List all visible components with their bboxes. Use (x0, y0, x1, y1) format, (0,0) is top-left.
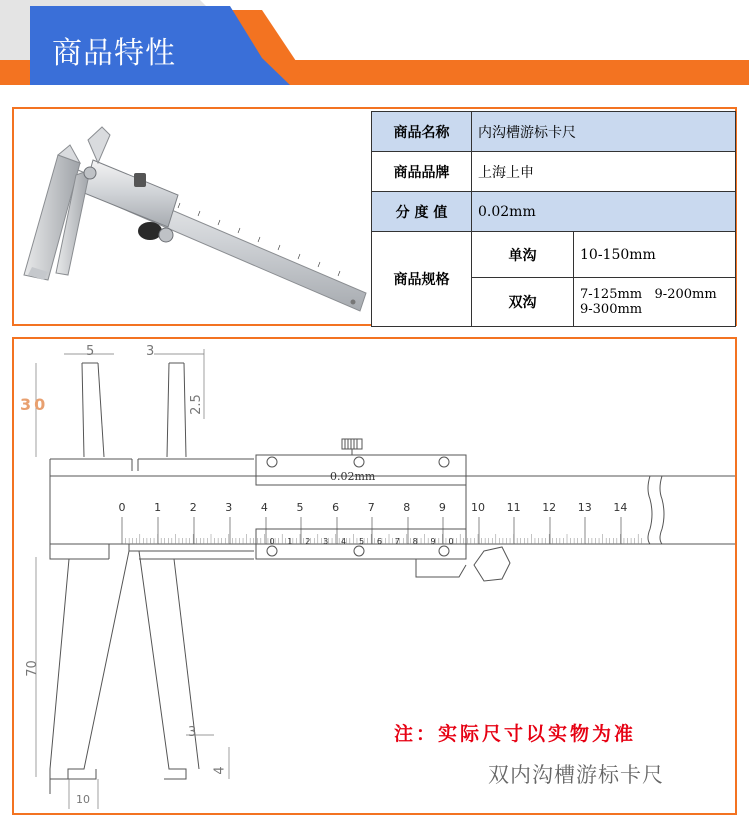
vernier-label: 0.02mm (330, 470, 376, 483)
main-scale-number: 7 (367, 501, 375, 514)
spec-key-brand: 商品品牌 (372, 152, 472, 192)
main-scale-number: 2 (189, 501, 197, 514)
spec-value-division: 0.02mm (472, 192, 736, 232)
spec-key-name: 商品名称 (372, 112, 472, 152)
spec-key-division: 分 度 值 (372, 192, 472, 232)
vernier-scale-number: 7 (394, 537, 400, 546)
main-scale-number: 5 (296, 501, 304, 514)
page-title: 商品特性 (52, 36, 176, 71)
vernier-scale-number: 8 (412, 537, 418, 546)
dim-bottom-width: 10 (76, 793, 90, 806)
spec-table (371, 111, 736, 327)
vernier-scale-number: 5 (358, 537, 365, 546)
dim-top-left: 5 (86, 344, 95, 359)
vernier-scale-number: 0 (269, 537, 275, 546)
dim-side-right: 2.5 (188, 394, 204, 415)
vernier-scale-number: 2 (305, 537, 311, 546)
dim-left-lower: 70 (24, 660, 40, 677)
main-scale-number: 0 (118, 501, 126, 514)
spec-row-single (372, 232, 736, 278)
dimension-diagram-panel (12, 337, 737, 815)
main-scale-number: 3 (225, 501, 233, 514)
dim-bottom-right: 3 (188, 725, 197, 740)
main-scale-number: 1 (154, 501, 162, 514)
spec-value-brand: 上海上申 (472, 152, 736, 192)
main-scale-number: 11 (506, 501, 521, 514)
product-info-panel (12, 107, 737, 326)
product-caption: 双内沟槽游标卡尺 (488, 763, 664, 787)
main-scale-number: 9 (438, 501, 446, 514)
spec-value-name: 内沟槽游标卡尺 (472, 112, 736, 152)
spec-row-brand (372, 152, 736, 192)
spec-sub-single: 单沟 (472, 232, 574, 278)
caliper-photo (18, 115, 370, 320)
header-banner (0, 0, 749, 90)
vernier-scale-number: 6 (376, 537, 382, 546)
spec-value-single: 10-150mm (574, 232, 736, 278)
spec-row-name (372, 112, 736, 152)
spec-value-double-cell (574, 278, 736, 327)
spec-key-spec: 商品规格 (372, 232, 472, 327)
main-scale-number: 12 (542, 501, 557, 514)
vernier-scale-number: 0 (448, 537, 454, 546)
vernier-scale-number: 1 (287, 537, 293, 546)
spec-value-double: 7-125mm 9-200mm 9-300mm (580, 287, 717, 317)
spec-row-division (372, 192, 736, 232)
vernier-scale-number: 3 (323, 537, 329, 546)
main-scale-number: 14 (613, 501, 628, 514)
vernier-scale-number: 4 (341, 537, 347, 546)
dim-bottom-height: 4 (212, 766, 228, 775)
main-scale-number: 6 (332, 501, 340, 514)
spec-sub-double: 双沟 (472, 278, 574, 327)
main-scale-number: 10 (471, 501, 485, 514)
dim-left-upper: 30 (20, 395, 49, 414)
main-scale-number: 8 (403, 501, 411, 514)
note-text: 注：实际尺寸以实物为准 (394, 723, 637, 745)
vernier-scale-number: 9 (430, 537, 436, 546)
main-scale-number: 13 (577, 501, 592, 514)
main-scale-number: 4 (260, 501, 268, 514)
dim-top-right: 3 (146, 344, 155, 359)
